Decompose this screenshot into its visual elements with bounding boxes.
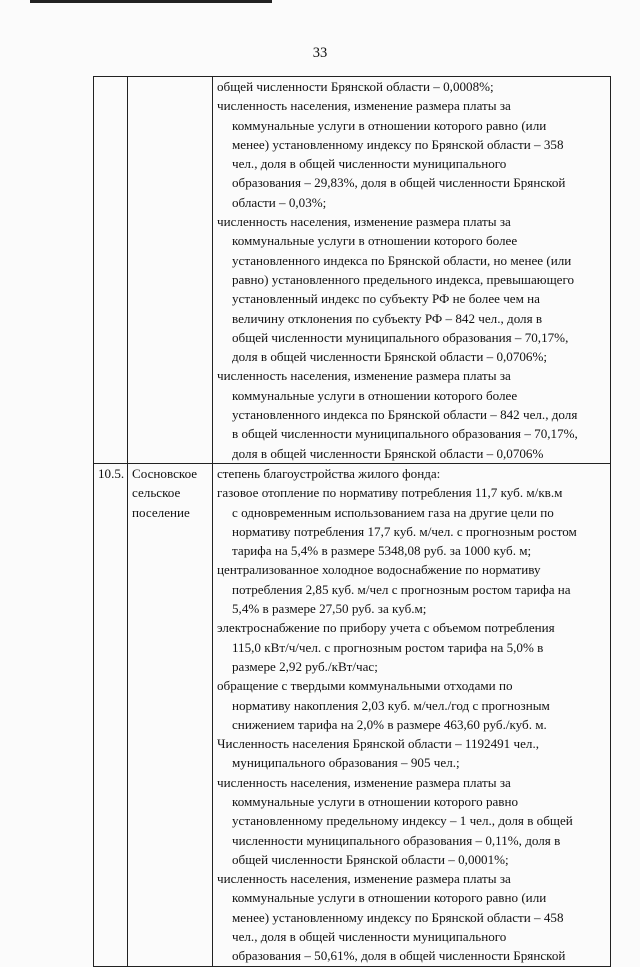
text-line: доля в общей численности Брянской области – 0,0706% bbox=[232, 445, 544, 461]
text-line: централизованное холодное водоснабжение по нормативу bbox=[217, 562, 541, 578]
text-line: общей численности Брянской области – 0,0008%; bbox=[217, 79, 494, 94]
text-line: установленному предельному индексу – 1 чел., доля в общей bbox=[232, 813, 573, 829]
text-line: общей численности муниципального образования – 70,17%, bbox=[232, 329, 569, 345]
description-cell bbox=[213, 463, 611, 966]
text-line: установленный индекс по субъекту РФ не более чем на bbox=[232, 291, 540, 307]
text-line: численность населения, изменение размера платы за bbox=[217, 368, 511, 384]
text-line: менее) установленному индексу по Брянской области – 358 bbox=[232, 136, 564, 152]
settlement-name-cell bbox=[128, 77, 213, 464]
text-line: снижением тарифа на 2,0% в размере 463,60 руб./куб. м. bbox=[232, 716, 547, 732]
text-line: коммунальные услуги в отношении которого равно (или bbox=[232, 117, 547, 133]
text-line: в общей численности муниципального образования – 70,17%, bbox=[232, 426, 578, 442]
text-line: коммунальные услуги в отношении которого более bbox=[232, 387, 518, 403]
text-line: 115,0 кВт/ч/чел. с прогнозным ростом тарифа на 5,0% в bbox=[232, 639, 544, 655]
text-line: установленного индекса по Брянской области – 842 чел., доля bbox=[232, 407, 578, 423]
text-line: установленного индекса по Брянской области, но менее (или bbox=[232, 252, 572, 268]
settlement-name-line: сельское bbox=[132, 485, 181, 501]
text-line: размере 2,92 руб./кВт/час; bbox=[232, 658, 378, 674]
text-line: численности муниципального образования – 0,11%, доля в bbox=[232, 832, 561, 848]
table-row bbox=[94, 463, 611, 966]
description-cell bbox=[213, 77, 611, 464]
settlement-name-line: Сосновское bbox=[132, 465, 198, 481]
text-line: численность населения, изменение размера платы за bbox=[217, 214, 511, 230]
text-line: области – 0,03%; bbox=[232, 194, 327, 210]
text-line: муниципального образования – 905 чел.; bbox=[232, 755, 460, 771]
text-line: доля в общей численности Брянской области – 0,0706%; bbox=[232, 349, 548, 365]
text-line: потребления 2,85 куб. м/чел с прогнозным ростом тарифа на bbox=[232, 581, 571, 597]
settlements-table bbox=[93, 76, 611, 967]
text-line: нормативу накопления 2,03 куб. м/чел./год с прогнозным bbox=[232, 697, 550, 713]
text-line: коммунальные услуги в отношении которого равно bbox=[232, 793, 519, 809]
row-number-cell: 10.5. bbox=[94, 463, 128, 966]
text-line: численность населения, изменение размера платы за bbox=[217, 774, 511, 790]
table-body bbox=[94, 77, 611, 967]
text-line: численность населения, изменение размера платы за bbox=[217, 871, 511, 887]
header-rule bbox=[30, 0, 272, 3]
text-line: газовое отопление по нормативу потребления 11,7 куб. м/кв.м bbox=[217, 485, 563, 501]
text-line: величину отклонения по субъекту РФ – 842 чел., доля в bbox=[232, 310, 543, 326]
text-line: коммунальные услуги в отношении которого равно (или bbox=[232, 890, 547, 906]
text-line: менее) установленному индексу по Брянской области – 458 bbox=[232, 909, 564, 925]
table-row bbox=[94, 77, 611, 464]
text-line: Численность населения Брянской области – 1192491 чел., bbox=[217, 736, 539, 752]
settlement-name-cell bbox=[128, 463, 213, 966]
text-line: обращение с твердыми коммунальными отходами по bbox=[217, 678, 513, 694]
text-line: нормативу потребления 17,7 куб. м/чел. с прогнозным ростом bbox=[232, 523, 577, 539]
text-line: электроснабжение по прибору учета с объемом потребления bbox=[217, 620, 555, 636]
settlement-name-line: поселение bbox=[132, 504, 190, 520]
text-line: степень благоустройства жилого фонда: bbox=[217, 465, 441, 481]
text-line: образования – 50,61%, доля в общей численности Брянской bbox=[232, 948, 566, 964]
text-line: общей численности Брянской области – 0,0001%; bbox=[232, 851, 509, 867]
text-line: образования – 29,83%, доля в общей численности Брянской bbox=[232, 175, 566, 191]
text-line: тарифа на 5,4% в размере 5348,08 руб. за 1000 куб. м; bbox=[232, 543, 532, 559]
text-line: коммунальные услуги в отношении которого более bbox=[232, 233, 518, 249]
page-number: 33 bbox=[312, 45, 328, 61]
text-line: с одновременным использованием газа на другие цели по bbox=[232, 504, 554, 520]
text-line: чел., доля в общей численности муниципального bbox=[232, 156, 507, 172]
text-line: равно) установленного предельного индекса, превышающего bbox=[232, 271, 575, 287]
text-line: чел., доля в общей численности муниципального bbox=[232, 929, 507, 945]
row-number-cell bbox=[94, 77, 128, 464]
text-line: 5,4% в размере 27,50 руб. за куб.м; bbox=[232, 601, 427, 617]
text-line: численность населения, изменение размера платы за bbox=[217, 98, 511, 114]
